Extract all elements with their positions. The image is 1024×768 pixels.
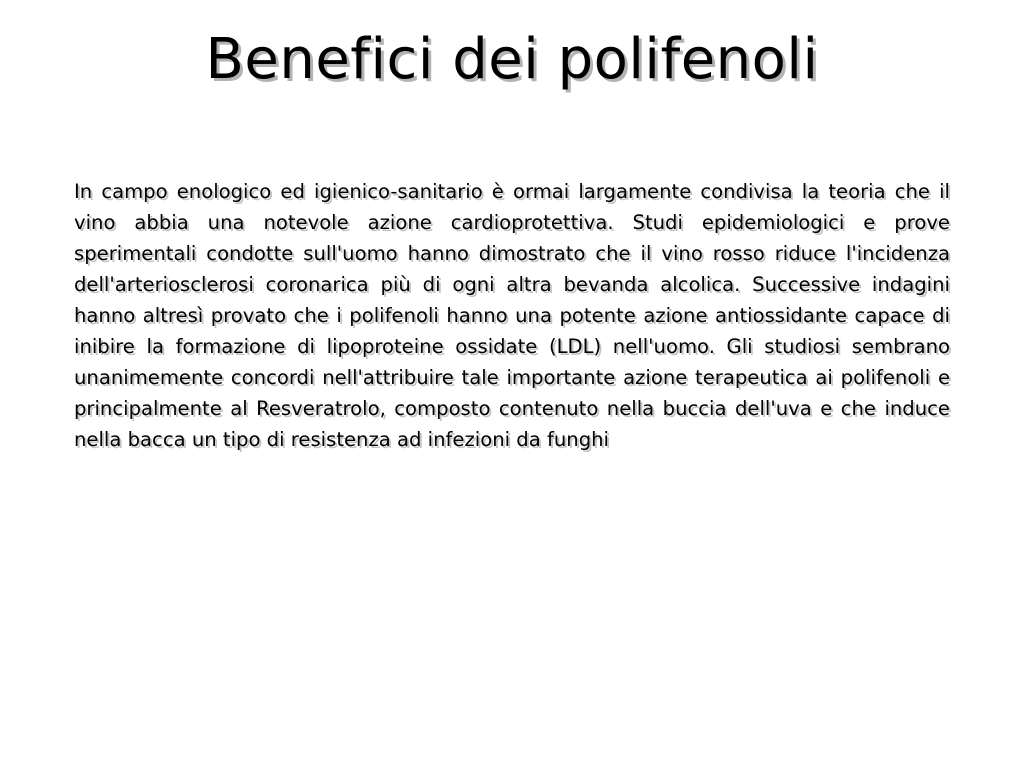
slide-body-paragraph: In campo enologico ed igienico-sanitario è ormai largamente condivisa la teoria che il vino abbia una notevole azione cardioprotettiva. Studi epidemiologici e prove sperimentali condotte sull'uomo hanno dimostrato che il vino rosso riduce l'incidenza dell'arteriosclerosi coronarica più di ogni altra bevanda alcolica. Successive indagini hanno altresì provato che i polifenoli hanno una potente azione antiossidante capace di inibire la formazione di lipoproteine ossidate (LDL) nell'uomo. Gli studiosi sembrano unanimemente concordi nell'attribuire tale importante azione terapeutica ai polifenoli e principalmente al Resveratrolo, composto contenuto nella buccia dell'uva e che induce nella bacca un tipo di resistenza ad infezioni da funghi	[74, 180, 950, 451]
slide-title: Benefici dei polifenoli	[205, 27, 819, 92]
